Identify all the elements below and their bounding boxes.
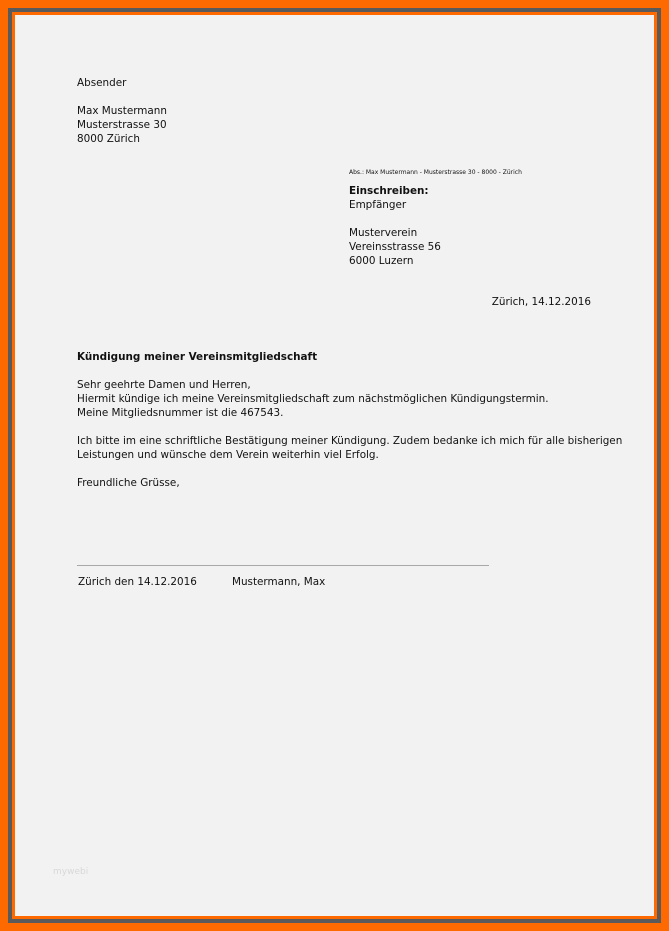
closing-phrase: Freundliche Grüsse, bbox=[77, 477, 180, 489]
sender-street: Musterstrasse 30 bbox=[77, 119, 167, 131]
return-address: Abs.: Max Mustermann - Musterstrasse 30 - 8000 - Zürich bbox=[349, 169, 522, 176]
sender-block bbox=[77, 76, 167, 146]
recipient-name: Musterverein bbox=[349, 227, 418, 239]
body-paragraph-1-line-2: Meine Mitgliedsnummer ist die 467543. bbox=[77, 407, 284, 419]
subject-line: Kündigung meiner Vereinsmitgliedschaft bbox=[77, 351, 318, 363]
date-line: Zürich, 14.12.2016 bbox=[491, 296, 591, 308]
signature-name: Mustermann, Max bbox=[232, 576, 326, 588]
sender-city: 8000 Zürich bbox=[77, 133, 140, 145]
recipient-street: Vereinsstrasse 56 bbox=[349, 241, 441, 253]
delivery-type: Einschreiben: bbox=[349, 185, 429, 197]
sender-name: Max Mustermann bbox=[77, 105, 167, 117]
sender-heading: Absender bbox=[77, 77, 127, 89]
watermark: mywebi bbox=[53, 867, 89, 877]
recipient-label: Empfänger bbox=[349, 199, 407, 211]
body-paragraph-2-line-2: Leistungen und wünsche dem Verein weiterhin viel Erfolg. bbox=[77, 449, 379, 461]
recipient-block bbox=[349, 184, 441, 268]
recipient-city: 6000 Luzern bbox=[349, 255, 414, 267]
body-paragraph-2-line-1: Ich bitte im eine schriftliche Bestätigung meiner Kündigung. Zudem bedanke ich mich für alle bisherigen bbox=[77, 435, 623, 447]
letter-body bbox=[77, 378, 622, 490]
signature-place-date: Zürich den 14.12.2016 bbox=[78, 576, 197, 588]
salutation: Sehr geehrte Damen und Herren, bbox=[77, 379, 251, 391]
body-paragraph-1-line-1: Hiermit kündige ich meine Vereinsmitgliedschaft zum nächstmöglichen Kündigungstermin. bbox=[77, 393, 549, 405]
signature-line bbox=[77, 565, 489, 566]
